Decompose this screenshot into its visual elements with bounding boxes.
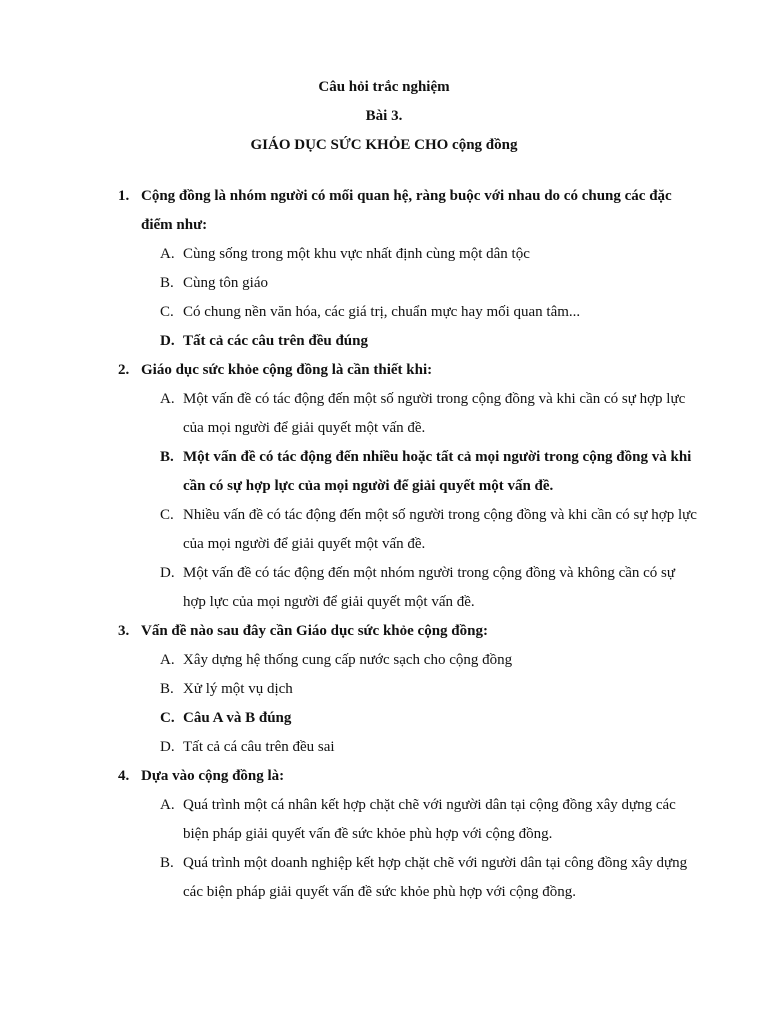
answer-list: [141, 791, 698, 907]
question-number: 1.: [118, 188, 130, 204]
answer-text: Xử lý một vụ dịch: [183, 681, 293, 697]
answer-text: Câu A và B đúng: [183, 710, 292, 726]
answer-letter: D.: [160, 565, 175, 581]
question-4: [0, 762, 768, 907]
question-text: Cộng đồng là nhóm người có mối quan hệ, ràng buộc với nhau do có chung các đặc điểm như:: [141, 188, 672, 233]
answer-list: [141, 646, 698, 762]
answer-3a: [141, 646, 698, 675]
answer-letter: A.: [160, 246, 175, 262]
answer-text: Tất cả các câu trên đều đúng: [183, 333, 368, 349]
question-number: 2.: [118, 362, 130, 378]
answer-letter: C.: [160, 710, 175, 726]
answer-list: [141, 385, 698, 617]
answer-letter: B.: [160, 855, 174, 871]
answer-3b: [141, 675, 698, 704]
answer-text: Cùng sống trong một khu vực nhất định cùng một dân tộc: [183, 246, 530, 262]
answer-letter: B.: [160, 275, 174, 291]
answer-4b: [141, 849, 698, 907]
answer-text: Có chung nền văn hóa, các giá trị, chuẩn mực hay mối quan tâm...: [183, 304, 581, 320]
answer-letter: A.: [160, 391, 175, 407]
header-line-3: GIÁO DỤC SỨC KHỎE CHO cộng đồng: [250, 137, 518, 153]
answer-1b: [141, 269, 698, 298]
answer-text: Một vấn đề có tác động đến nhiều hoặc tất cả mọi người trong cộng đồng và khi cần có sự hợp lực của mọi người để giải quyết một vấn đề.: [183, 449, 692, 494]
question-3: [0, 617, 768, 762]
answer-list: [141, 240, 698, 356]
header-line-1: Câu hỏi trắc nghiệm: [318, 79, 450, 95]
answer-letter: C.: [160, 507, 174, 523]
question-text: Dựa vào cộng đồng là:: [141, 768, 285, 784]
header-line-2: Bài 3.: [365, 108, 403, 124]
answer-letter: B.: [160, 681, 174, 697]
question-text: Giáo dục sức khỏe cộng đồng là cần thiết khi:: [141, 362, 433, 378]
answer-letter: A.: [160, 652, 175, 668]
answer-2d: [141, 559, 698, 617]
question-number: 3.: [118, 623, 130, 639]
answer-1d: [141, 327, 698, 356]
answer-letter: A.: [160, 797, 175, 813]
question-2: [0, 356, 768, 617]
answer-2a: [141, 385, 698, 443]
question-number: 4.: [118, 768, 130, 784]
answer-letter: B.: [160, 449, 174, 465]
answer-text: Quá trình một cá nhân kết hợp chặt chẽ với người dân tại cộng đồng xây dựng các biện pháp giải quyết vấn đề sức khỏe phù hợp với cộng đồng.: [183, 797, 676, 842]
answer-letter: D.: [160, 739, 175, 755]
answer-text: Cùng tôn giáo: [183, 275, 268, 291]
question-list: [0, 182, 768, 907]
answer-text: Quá trình một doanh nghiệp kết hợp chặt chẽ với người dân tại công đồng xây dựng các biện pháp giải quyết vấn đề sức khỏe phù hợp với cộng đồng.: [183, 855, 688, 900]
answer-1c: [141, 298, 698, 327]
answer-text: Tất cả cá câu trên đều sai: [183, 739, 335, 755]
answer-3c: [141, 704, 698, 733]
answer-2c: [141, 501, 698, 559]
answer-1a: [141, 240, 698, 269]
answer-4a: [141, 791, 698, 849]
answer-text: Một vấn đề có tác động đến một nhóm người trong cộng đồng và không cần có sự hợp lực của mọi người để giải quyết một vấn đề.: [183, 565, 676, 610]
question-1: [0, 182, 768, 356]
answer-letter: C.: [160, 304, 174, 320]
question-text: Vấn đề nào sau đây cần Giáo dục sức khỏe cộng đồng:: [141, 623, 488, 639]
answer-text: Nhiều vấn đề có tác động đến một số người trong cộng đồng và khi cần có sự hợp lực của mọi người để giải quyết một vấn đề.: [183, 507, 697, 552]
answer-letter: D.: [160, 333, 175, 349]
answer-text: Một vấn đề có tác động đến một số người trong cộng đồng và khi cần có sự hợp lực của mọi người để giải quyết một vấn đề.: [183, 391, 686, 436]
answer-2b: [141, 443, 698, 501]
answer-3d: [141, 733, 698, 762]
document-header: [0, 0, 768, 160]
answer-text: Xây dựng hệ thống cung cấp nước sạch cho cộng đồng: [183, 652, 513, 668]
